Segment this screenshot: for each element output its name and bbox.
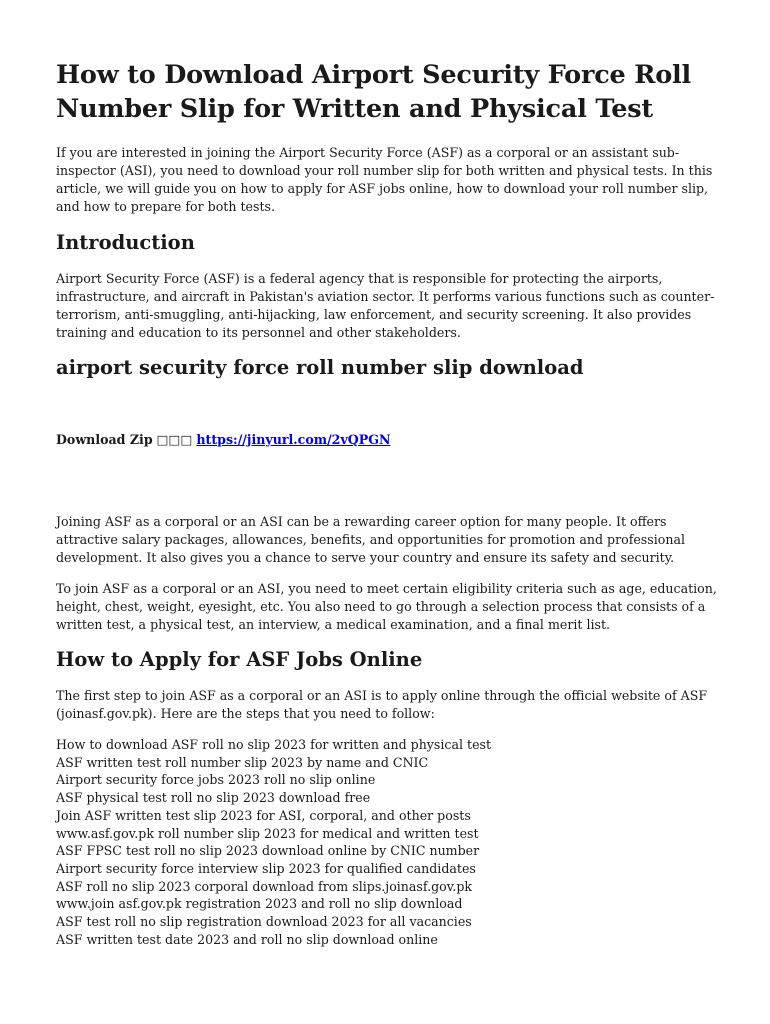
download-section-heading: airport security force roll number slip download bbox=[56, 356, 584, 379]
list-item: ASF written test date 2023 and roll no slip download online bbox=[56, 931, 438, 947]
list-item: ASF FPSC test roll no slip 2023 download online by CNIC number bbox=[56, 843, 480, 859]
intro-paragraph: If you are interested in joining the Airport Security Force (ASF) as a corporal or an assistant sub-inspector (ASI), you need to download your roll number slip for both written and physical tests. In this article, we will guide you on how to apply for ASF jobs online, how to download your roll number slip, and how to prepare for both tests. bbox=[56, 145, 713, 214]
download-link[interactable]: https://jinyurl.com/2vQPGN bbox=[196, 432, 391, 447]
list-item: ASF test roll no slip registration download 2023 for all vacancies bbox=[56, 914, 472, 930]
career-paragraph: Joining ASF as a corporal or an ASI can be a rewarding career option for many people. It offers attractive salary packages, allowances, benefits, and opportunities for promotion and professional development. It also gives you a chance to serve your country and ensure its safety and security. bbox=[56, 514, 685, 565]
list-item: www.join asf.gov.pk registration 2023 and roll no slip download bbox=[56, 896, 463, 912]
download-line bbox=[56, 431, 720, 449]
list-item: How to download ASF roll no slip 2023 for written and physical test bbox=[56, 737, 492, 752]
article-title: How to Download Airport Security Force Roll Number Slip for Written and Physical Test bbox=[56, 60, 692, 124]
download-glyphs: □□□ bbox=[156, 432, 193, 447]
introduction-paragraph: Airport Security Force (ASF) is a federal agency that is responsible for protecting the airports, infrastructure, and aircraft in Pakistan's aviation sector. It performs various functions such as counter-terrorism, anti-smuggling, anti-hijacking, law enforcement, and security screening. It also provides training and education to its personnel and other stakeholders. bbox=[56, 271, 715, 340]
apply-section-heading: How to Apply for ASF Jobs Online bbox=[56, 648, 423, 671]
list-item: ASF physical test roll no slip 2023 download free bbox=[56, 790, 371, 806]
apply-paragraph: The first step to join ASF as a corporal or an ASI is to apply online through the official website of ASF (joinasf.gov.pk). Here are the steps that you need to follow: bbox=[56, 688, 708, 721]
eligibility-paragraph: To join ASF as a corporal or an ASI, you need to meet certain eligibility criteria such as age, education, height, chest, weight, eyesight, etc. You also need to go through a selection process that consists of a written test, a physical test, an interview, a medical examination, and a final merit list. bbox=[56, 581, 717, 632]
download-label: Download Zip bbox=[56, 432, 153, 447]
introduction-heading: Introduction bbox=[56, 231, 195, 254]
list-item: ASF written test roll number slip 2023 by name and CNIC bbox=[56, 754, 429, 770]
list-item: ASF roll no slip 2023 corporal download from slips.joinasf.gov.pk bbox=[56, 878, 473, 894]
article bbox=[56, 58, 720, 948]
keyword-list bbox=[56, 736, 720, 948]
list-item: Airport security force jobs 2023 roll no slip online bbox=[56, 772, 376, 788]
list-item: www.asf.gov.pk roll number slip 2023 for medical and written test bbox=[56, 825, 479, 841]
list-item: Join ASF written test slip 2023 for ASI, corporal, and other posts bbox=[56, 807, 471, 823]
list-item: Airport security force interview slip 2023 for qualified candidates bbox=[56, 860, 476, 876]
